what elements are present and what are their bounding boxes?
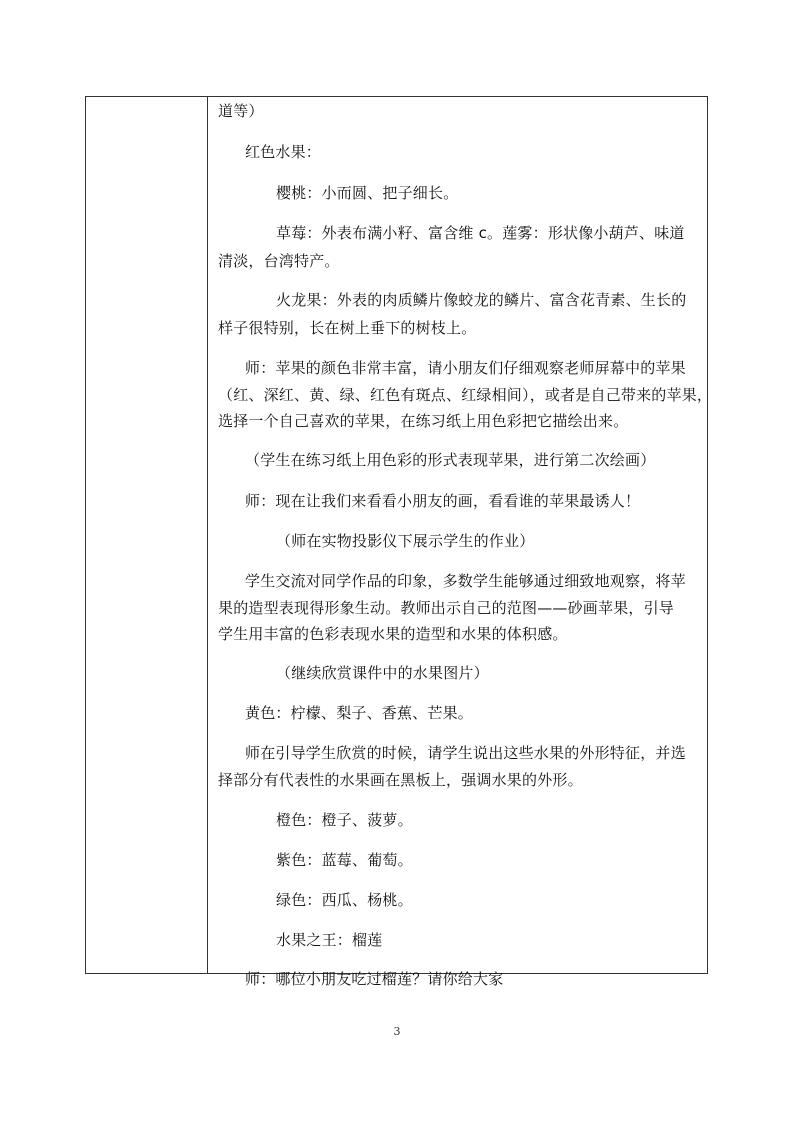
page-number: 3	[393, 1025, 401, 1038]
text-line: 清淡，台湾特产。	[218, 252, 340, 270]
text-line: 绿色：西瓜、杨桃。	[276, 891, 413, 909]
text-line: 选择一个自己喜欢的苹果，在练习纸上用色彩把它描绘出来。	[218, 412, 629, 430]
text-line: 水果之王：榴莲	[276, 931, 383, 949]
text-line: 樱桃：小而圆、把子细长。	[276, 184, 459, 202]
table-left-column	[86, 97, 208, 973]
text-line: 师在引导学生欣赏的时候，请学生说出这些水果的外形特征，并选	[245, 744, 686, 762]
text-line: 黄色：柠檬、梨子、香蕉、芒果。	[245, 704, 474, 722]
text-line: （师在实物投影仪下展示学生的作业）	[276, 532, 535, 550]
text-line: 紫色：蓝莓、葡萄。	[276, 851, 413, 869]
text-line: 草莓：外表布满小籽、富含维 c。莲雾：形状像小葫芦、味道	[276, 224, 685, 242]
lesson-table	[85, 96, 713, 988]
table-content-cell	[208, 97, 713, 988]
text-line: （继续欣赏课件中的水果图片）	[276, 664, 489, 682]
text-line: 红色水果：	[245, 143, 322, 161]
text-line: （学生在练习纸上用色彩的形式表现苹果，进行第二次绘画）	[245, 451, 656, 469]
text-line: 果的造型表现得形象生动。教师出示自己的范图——砂画苹果，引导	[218, 599, 675, 617]
text-line: 师：哪位小朋友吃过榴莲？请你给大家	[245, 970, 504, 988]
text-line: 师：苹果的颜色非常丰富，请小朋友们仔细观察老师屏幕中的苹果	[245, 359, 686, 377]
text-line: （红、深红、黄、绿、红色有斑点、红绿相间），或者是自己带来的苹果，	[218, 386, 713, 404]
text-line: 火龙果：外表的肉质鳞片像蛟龙的鳞片、富含花青素、生长的	[276, 291, 687, 309]
text-line: 师：现在让我们来看看小朋友的画，看看谁的苹果最诱人！	[245, 492, 641, 510]
text-line: 橙色：橙子、菠萝。	[276, 811, 413, 829]
text-line: 学生用丰富的色彩表现水果的造型和水果的体积感。	[218, 625, 568, 643]
text-line: 道等）	[218, 102, 264, 120]
text-line: 样子很特别，长在树上垂下的树枝上。	[218, 319, 477, 337]
text-line: 择部分有代表性的水果画在黑板上，强调水果的外形。	[218, 771, 583, 789]
text-line: 学生交流对同学作品的印象，多数学生能够通过细致地观察，将苹	[245, 572, 686, 590]
